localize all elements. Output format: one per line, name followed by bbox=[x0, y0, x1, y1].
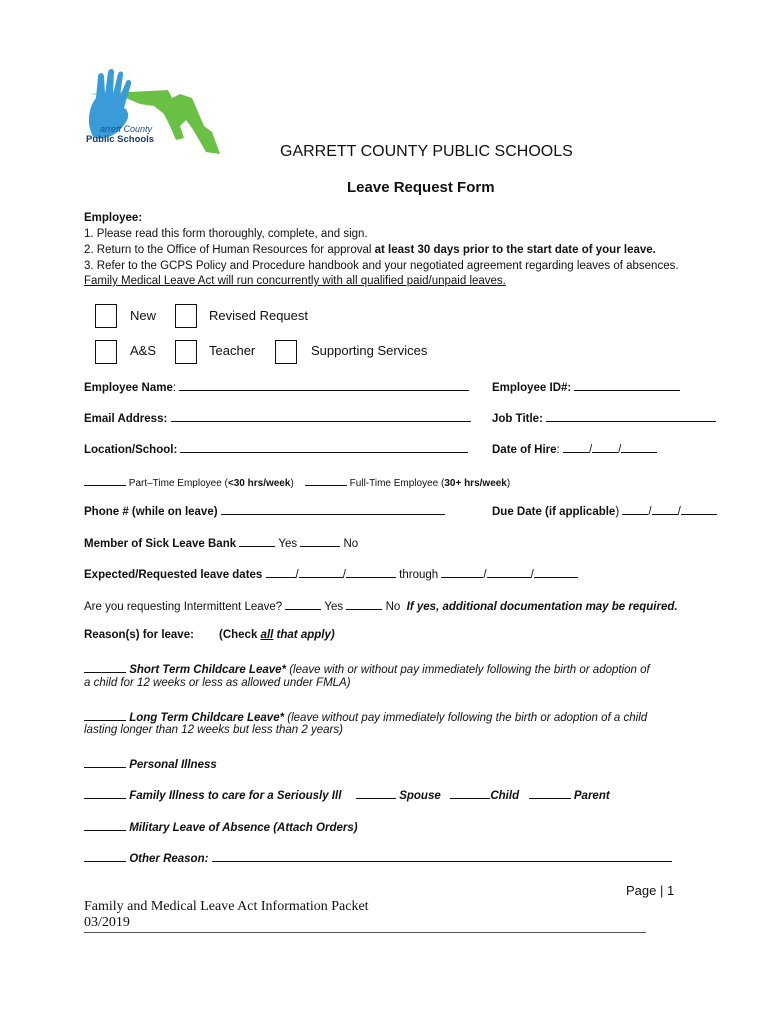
child-label: Child bbox=[490, 790, 520, 802]
footer-date: 03/2019 bbox=[84, 915, 130, 930]
personal-illness-row bbox=[84, 756, 217, 771]
parttime-label: Part–Time Employee ( bbox=[128, 478, 228, 489]
instruction-2-text: 2. Return to the Office of Human Resources for approval bbox=[84, 244, 375, 256]
fulltime-label: Full-Time Employee ( bbox=[349, 478, 445, 489]
intermittent-yes-field[interactable] bbox=[285, 598, 321, 610]
date-of-hire-day[interactable] bbox=[592, 441, 618, 453]
other-reason-check-field[interactable] bbox=[84, 850, 126, 862]
family-relations-row bbox=[356, 787, 610, 802]
checkbox-as-label: A&S bbox=[130, 343, 157, 358]
sick-leave-yes-field[interactable] bbox=[239, 535, 275, 547]
job-title-field[interactable] bbox=[546, 410, 716, 422]
employee-id-label: Employee ID#: bbox=[492, 382, 572, 394]
phone-field[interactable] bbox=[221, 503, 445, 515]
job-title-row bbox=[492, 410, 716, 425]
checkbox-new-label: New bbox=[130, 308, 157, 323]
date-of-hire-label: Date of Hire bbox=[492, 444, 557, 456]
employee-name-field[interactable] bbox=[179, 379, 469, 391]
short-term-desc2: a child for 12 weeks or less as allowed under FMLA) bbox=[84, 677, 351, 689]
check-all-b: all bbox=[260, 629, 274, 641]
end-day[interactable] bbox=[487, 566, 531, 578]
email-label: Email Address: bbox=[84, 413, 168, 425]
short-term-field[interactable] bbox=[84, 661, 126, 673]
checkbox-new[interactable] bbox=[95, 304, 117, 328]
footer-packet-title: Family and Medical Leave Act Information Packet bbox=[84, 899, 369, 914]
parent-label: Parent bbox=[573, 790, 610, 802]
logo-line1: arrett County bbox=[100, 124, 153, 134]
sick-leave-yes-label: Yes bbox=[278, 538, 298, 550]
short-term-title: Short Term Childcare Leave* bbox=[129, 664, 286, 676]
other-reason-row bbox=[84, 850, 672, 865]
checkbox-as[interactable] bbox=[95, 340, 117, 364]
due-date-row: Due Date (if applicable) / / bbox=[492, 503, 717, 518]
personal-illness-label: Personal Illness bbox=[129, 759, 217, 771]
employment-type-row: Part–Time Employee (<30 hrs/week) Full-Time Employee (30+ hrs/week) bbox=[84, 474, 510, 489]
intermittent-no-field[interactable] bbox=[346, 598, 382, 610]
parent-field[interactable] bbox=[529, 787, 571, 799]
parttime-hours: <30 hrs/week bbox=[227, 478, 291, 489]
short-term-desc1: (leave with or without pay immediately following the birth or adoption of bbox=[286, 664, 650, 676]
date-of-hire-year[interactable] bbox=[621, 441, 657, 453]
expected-dates-label: Expected/Requested leave dates bbox=[84, 569, 263, 581]
checkbox-revised-label: Revised Request bbox=[209, 308, 308, 323]
family-illness-field[interactable] bbox=[84, 787, 126, 799]
org-name: GARRETT COUNTY PUBLIC SCHOOLS bbox=[280, 143, 573, 160]
check-all-c: that apply) bbox=[273, 629, 335, 641]
location-field[interactable] bbox=[180, 441, 468, 453]
checkbox-revised[interactable] bbox=[175, 304, 197, 328]
check-all-note bbox=[219, 629, 335, 641]
check-all-a: (Check bbox=[219, 629, 261, 641]
due-date-day[interactable] bbox=[652, 503, 678, 515]
logo-line2: Public Schools bbox=[86, 134, 155, 145]
end-month[interactable] bbox=[441, 566, 483, 578]
sick-leave-no-label: No bbox=[343, 538, 359, 550]
military-label: Military Leave of Absence (Attach Orders) bbox=[129, 822, 358, 834]
start-year[interactable] bbox=[346, 566, 396, 578]
expected-dates-row: Expected/Requested leave dates / / through / / bbox=[84, 566, 578, 581]
other-reason-label: Other Reason: bbox=[129, 853, 209, 865]
employee-name-label: Employee Name bbox=[84, 382, 173, 394]
fulltime-field[interactable] bbox=[305, 474, 347, 486]
gcps-logo bbox=[80, 68, 230, 162]
family-illness-row bbox=[84, 787, 341, 802]
instruction-2 bbox=[84, 244, 656, 256]
due-date-label: Due Date (if applicable bbox=[492, 506, 616, 518]
military-row bbox=[84, 819, 358, 834]
end-year[interactable] bbox=[534, 566, 578, 578]
date-of-hire-month[interactable] bbox=[563, 441, 589, 453]
other-reason-field[interactable] bbox=[212, 850, 672, 862]
email-field[interactable] bbox=[171, 410, 471, 422]
employee-id-row bbox=[492, 379, 680, 394]
short-term-row bbox=[84, 661, 650, 676]
intermittent-yes-label: Yes bbox=[324, 601, 344, 613]
sick-leave-row bbox=[84, 535, 358, 550]
phone-row bbox=[84, 503, 445, 518]
page-number: Page | 1 bbox=[626, 883, 675, 898]
long-term-row bbox=[84, 709, 647, 724]
checkbox-teacher-label: Teacher bbox=[209, 343, 256, 358]
spouse-field[interactable] bbox=[356, 787, 396, 799]
instruction-3: 3. Refer to the GCPS Policy and Procedure handbook and your negotiated agreement regarding leaves of absences. bbox=[84, 260, 679, 272]
sick-leave-no-field[interactable] bbox=[300, 535, 340, 547]
due-date-year[interactable] bbox=[681, 503, 717, 515]
intermittent-label: Are you requesting Intermittent Leave? bbox=[84, 601, 283, 613]
form-title: Leave Request Form bbox=[347, 179, 495, 196]
long-term-desc1: (leave without pay immediately following the birth or adoption of a child bbox=[284, 712, 648, 724]
child-field[interactable] bbox=[450, 787, 490, 799]
date-of-hire-row: Date of Hire: / / bbox=[492, 441, 657, 456]
due-date-month[interactable] bbox=[622, 503, 648, 515]
long-term-desc2: lasting longer than 12 weeks but less than 2 years) bbox=[84, 724, 343, 736]
through-label: through bbox=[399, 569, 439, 581]
job-title-label: Job Title: bbox=[492, 413, 543, 425]
checkbox-supporting[interactable] bbox=[275, 340, 297, 364]
start-month[interactable] bbox=[266, 566, 296, 578]
intermittent-no-label: No bbox=[385, 601, 401, 613]
fmla-notice: Family Medical Leave Act will run concurrently with all qualified paid/unpaid leaves. bbox=[84, 275, 506, 287]
checkbox-teacher[interactable] bbox=[175, 340, 197, 364]
footer-rule bbox=[84, 932, 646, 933]
intermittent-row bbox=[84, 598, 678, 613]
reasons-label: Reason(s) for leave: bbox=[84, 629, 194, 641]
instruction-2-deadline: at least 30 days prior to the start date of your leave. bbox=[374, 244, 656, 256]
sick-leave-label: Member of Sick Leave Bank bbox=[84, 538, 237, 550]
long-term-title: Long Term Childcare Leave* bbox=[129, 712, 285, 724]
spouse-label: Spouse bbox=[399, 790, 441, 802]
intermittent-note: If yes, additional documentation may be required. bbox=[406, 601, 678, 613]
start-day[interactable] bbox=[299, 566, 343, 578]
phone-label: Phone # (while on leave) bbox=[84, 506, 218, 518]
military-field[interactable] bbox=[84, 819, 126, 831]
email-row bbox=[84, 410, 471, 425]
family-illness-label: Family Illness to care for a Seriously Ill bbox=[129, 790, 342, 802]
fulltime-hours: 30+ hrs/week bbox=[444, 478, 507, 489]
checkbox-supporting-label: Supporting Services bbox=[311, 343, 428, 358]
employee-name-row: Employee Name: bbox=[84, 379, 469, 394]
parttime-field[interactable] bbox=[84, 474, 126, 486]
location-label: Location/School: bbox=[84, 444, 178, 456]
instructions-heading: Employee: bbox=[84, 212, 143, 224]
instruction-1: 1. Please read this form thoroughly, complete, and sign. bbox=[84, 228, 368, 240]
personal-illness-field[interactable] bbox=[84, 756, 126, 768]
location-row bbox=[84, 441, 468, 456]
long-term-field[interactable] bbox=[84, 709, 126, 721]
employee-id-field[interactable] bbox=[574, 379, 680, 391]
